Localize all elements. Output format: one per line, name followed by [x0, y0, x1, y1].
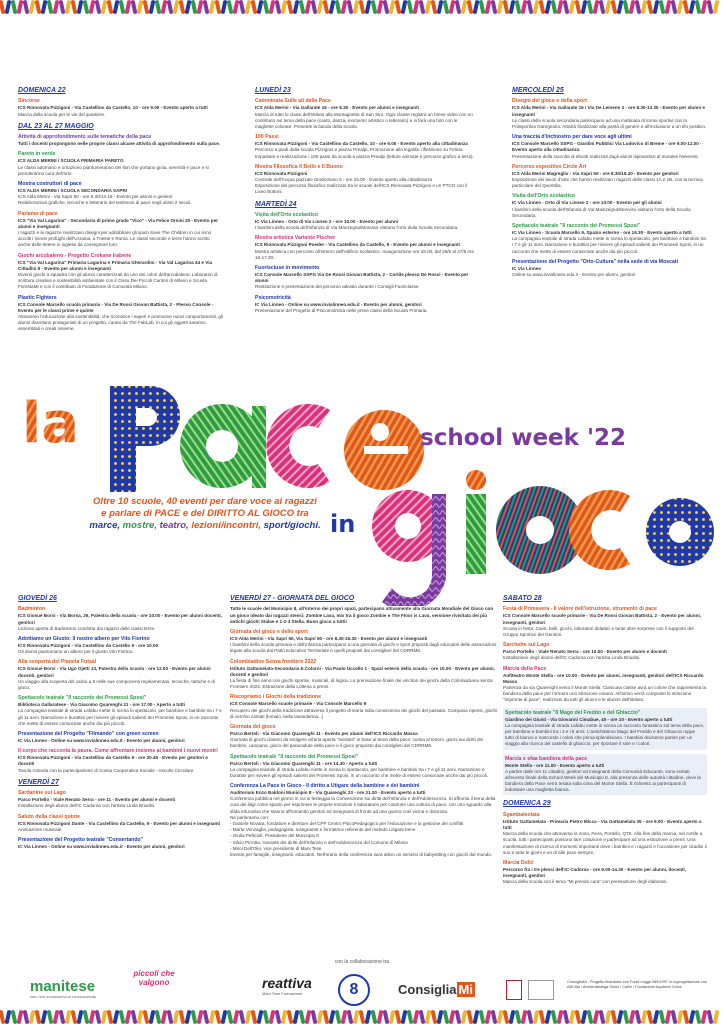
event-title: 100 Passi	[255, 134, 279, 141]
event-location: ICS "Via Val Lagarina" - Secondaria di primo grado "Vico" - Via Felice Orsini 25 - Evento per alunni e insegnanti	[18, 217, 218, 229]
event-description: Tavola rotonda con la partecipazione di Coesa Cooperativa Sociale - Ascolto Circolare.	[18, 767, 195, 773]
footer-collab-label: con la collaborazione tra	[334, 959, 390, 965]
event-item	[503, 666, 707, 704]
column-2-bottom	[230, 594, 498, 862]
event-location: ICS Alda Merini - Via Sapri 50, Via Sapri 50 - ore 8.30-16.30 - Evento per alunni e insegnanti	[230, 636, 428, 642]
event-item	[18, 181, 223, 207]
event-location: IC Via Linneo - Online su www.invialinneo.edu.it - Evento per alunni, genitori	[18, 843, 185, 849]
event-description: I bambini della scuola primaria e dell'infanzia partecipano a una giornata di giochi e sport proposti dagli educatori delle associazioni legate alla scuola dal Patto Educativo Territoriale e quelli proposti dai consiglieri del CDRRM8.	[230, 642, 497, 654]
event-location: ICS Giosuè Borsi - Via Ugo Ojetti 13, Palestra della scuola - ore 12.00 - Evento per alunni docenti, genitori	[18, 666, 211, 678]
event-location: Parco Portello - Viale Renato Serra - ore 10.00 - Evento per alunni e docenti	[503, 649, 667, 655]
event-title: Giochi arcobaleno - Progetto Crokane Irabene	[18, 252, 132, 259]
event-title: Festa di Primavera - Il valore dell'istruzione, strumento di pace	[503, 606, 658, 613]
event-description: Esposizione del percorso filosofico realizzato tra le scuole dell'ICS Rinnovata Pizzigoni e un PTCO con il Liceo Bottoni.	[255, 183, 468, 195]
date-heading: MERCOLEDÌ 25	[512, 87, 564, 94]
event-description: Attraverso l'educazione alla sostenibilità, che riconosce i saperi e promuove nuovi comportamenti, gli alunni diventano protagonisti di un progetto, curato da The FabLab, in cui gli oggetti saranno assemblati e creati insieme.	[18, 313, 223, 332]
event-title: Sardanine sul Lago	[18, 790, 66, 797]
event-location: Parco Bertoli - Via Giacomo Quarenghi 11 - Evento per alunni dell'ICS Riccardo Massa	[230, 730, 418, 736]
hero-letter-i	[466, 494, 486, 574]
event-location: IC Via Linneo - Scuola Marcello 9, Spazio esterno - ore 16.30 - Evento aperto a tutti	[512, 229, 692, 235]
event-title: Sarchette sul Lago	[503, 642, 550, 649]
event-location: ICS Console Marcello scuola primaria - Via De Rossi Giovan Battista, 2 - Plesso Console - Evento per le classi prime e quinte	[18, 301, 214, 313]
event-location: Istituto Gattamelata-Secondaria E.Colorni - Via Paolo Uccello 1 - Spazi esterni della scuola - ore 10.00 - Evento per alunni, docenti e genitori	[230, 665, 495, 677]
event-location: IC Via Linneo - Online su www.invialinneo.edu.it - Evento per alunni, genitori	[255, 301, 422, 307]
event-location: ICS Rinnovata Pizzigoni	[255, 170, 308, 176]
event-description: Le classi adornano e ornaziono piantumeranno dei fiori che portano gioia, serenità e pace e si prenderanno cura dell'orto.	[18, 164, 209, 176]
event-location: IC Via Linneo - Orto di Via Linneo 2 - ore 10.00 - Evento per gli alunni	[512, 200, 662, 206]
event-description: Presentazione della raccolta di ebook realizzati dagli alunni ispirandosi al murales Neverest.	[512, 153, 699, 159]
event-item	[18, 837, 223, 850]
date-heading: VENERDÌ 27 - GIORNATA DEL GIOCO	[230, 595, 355, 602]
event-location: ICS Console Marcello scuole primarie - Via De Rossi Giovan Battista, 2 - Evento per alunni, insegnanti, genitori	[503, 613, 702, 625]
logo-manitese	[30, 978, 96, 999]
subtitle-line-1: Oltre 10 scuole, 40 eventi per dare voce ai ragazzi	[93, 496, 317, 507]
event-location: ICS Rinnovata Pizzigoni Poeder - Via Castellino da Castello, 9 - Evento per alunni e insegnanti	[255, 242, 460, 248]
column-1-bottom	[18, 594, 223, 854]
event-location: ICS Rinnovata Pizzigoni - Via Castellino da Castello 9 - ore 10.00	[18, 643, 159, 649]
subtitle-line-2: e parlare di PACE e del DIRITTO AL GIOCO tra	[101, 507, 309, 519]
event-title: Spettacolo teatrale "Il racconto dei Promessi Sposi"	[512, 222, 641, 229]
event-item	[255, 295, 475, 314]
event-title: Visita dell'Orto scolastico	[512, 193, 576, 200]
event-description: La compagnia teatrale di strada Lafabu mette in scena lo spettacolo, per bambine e bambini tra i 7 e gli 11 anni. Narrazione e burattini per rivivere gli episodi salienti dei Promessi Sposi, in un racconto che mette di essere consociute anche dai più piccoli.	[18, 708, 222, 726]
event-location: ICS Console Marcello scuole primarie - Via Console Marcello 9	[230, 701, 367, 707]
event-title: Percorso espositivo Circle Art	[512, 163, 587, 170]
event-location: Parco Bertoli - Via Giacomo Quarenghi 11 - ore 14.30 - Aperto a tutti	[230, 760, 378, 766]
logo-regione-icon	[528, 980, 554, 1000]
date-heading: GIOVEDÌ 26	[18, 595, 57, 602]
event-description: Percorso a piedi dalla scuola Pizzigoni e piazza Prealpi. Promozione alla legalità: riflessione su Felicia Impastato e realizzazione i 100 passi da scuola a piazza Prealpi (letture animate e percorso grafico a terra).	[255, 147, 474, 159]
event-item	[503, 860, 707, 886]
event-description: Mostra artistica con percorso all'interno dell'edificio scolastico. Inaugurazione ore 18.00, dal 25/5 al 27/5 ore 16-17.30.	[255, 248, 475, 260]
event-description: La compagnia teatrale di strada Lafabu mette in scena lo spettacolo, per bambine e bambini tra i 7 e gli 11 anni. Narrazione e burattini per rivivere gli episodi salienti dei Promessi Sposi, in un racconto che mette di essere consociute anche dai più piccoli.	[512, 236, 706, 254]
event-description: - Silvio Pirrotta, Garante dei diritti dell'Infanzia e dell'Adolescenza del Comune di Milano	[230, 839, 408, 845]
event-item	[18, 814, 223, 833]
event-item	[18, 659, 223, 691]
event-item	[255, 164, 475, 196]
logo-reattiva-sub: Mani Tese Formazione	[262, 991, 303, 996]
event-description: - Giulia Pellicioli, Presidente del Municipio 8	[230, 833, 319, 839]
event-location: Monte Stella - ore 11.00 - Evento aperto a tutti	[505, 762, 605, 768]
event-description: - Marta Venzaglia, pedagogista, insegnante e formatrice referente del metodo Litigare bene	[230, 827, 416, 833]
event-title: Saluto della classi quinte	[18, 813, 80, 820]
event-title: Mostra artistica Variante Pischer	[255, 235, 336, 242]
event-description: Marcia della scuola che attraversa la zona, Fiera, Portello, QT8. Alla fine della marcia, nel cortile a scuola, tutti i partecipanti possono fare colazione e partecipare ad una estrazione a premi. Una manifestazione di ricerca di momenti importanti dove i bambini e i ragazzi e l'occasione per citadini il suo e tutte le giorni e un di alle pace sempre.	[503, 831, 707, 855]
event-description: La compagnia teatrale di strada Lafabu mette in scena un racconto fantastico sul tema della pace, per bambine e bambini tra i 3 e i 6 anni. L'antichissimo Mago del Freddo e del Ghiaccio ruppe tutto di bianco e nasconde i colori che prima splendevano. I bambini dovranno partire per un viaggio alla ricerca del castello di ghiaccio, per riportare il sole e i colori.	[505, 722, 705, 747]
column-3-top	[512, 86, 707, 282]
event-description: I ragazzi e le ragazze realizzano disegni per addobbare gli spazi Save The Children in cui sono accolti i minori profughi dell'Ucraina, a Trieste e Roma. Le classi seconde e terze hanno scritto anche delle lettere in inglese da consegnare loro.	[18, 230, 212, 248]
event-item	[18, 606, 223, 632]
event-location: ICS Rinnovata Pizzigoni - Via Castellino da Castello 9 - ore 20.45 - Evento per genitori e docenti	[18, 755, 208, 767]
event-item	[18, 253, 223, 291]
event-title: Spettacolo teatrale "Il racconto dei Promessi Sposi"	[18, 695, 147, 702]
event-location: ICS Console Marcello SSPG - Giardini Pubblici Via Ludovico di Breme - ore 9.00-12.00 - Evento aperto alla cittadinanza	[512, 141, 702, 153]
event-title: Badminton	[18, 606, 46, 613]
hero-word-in: in	[330, 510, 356, 538]
event-description: Ne parleranno con:	[230, 814, 270, 820]
date-heading: LUNEDÌ 23	[255, 87, 291, 94]
stripe	[713, 1010, 720, 1024]
event-description: Marcia della scuola per le vie del quartiere.	[18, 111, 106, 117]
subtitle-line-3	[80, 520, 330, 532]
logo-reattiva	[262, 975, 312, 996]
event-location: Istituto Gattamelata - Primaria Pietro Micca - Via Gattamelata 35 - ore 9.00 - Evento aperto a tutti	[503, 818, 702, 831]
event-item	[18, 98, 223, 117]
event-description: Rielaborazioni grafiche, tecniche e letterarie dei testimoni di pace negli ultimi 2 secoli.	[18, 200, 192, 206]
date-heading: DOMENICA 22	[18, 87, 66, 94]
event-description: La festa di fine anno con giochi sportivi, musicali, di logica. La premiazione finale dei vincitori dei giochi della Colomiaziana senza Frontiere 2022. Estrazione della Lotteria a premi.	[230, 677, 493, 690]
event-description: Conferenza pubblica nel giorno in cui si festeggia la Convenzione sui diritti dell'Infanzia e dell'Adolescenza. Si affronta il tema della cura dei litigi come spazio per esprimere le proprie emozioni e laboratorio per costruire una cultura di pace, con uno sguardo alla sfida educativa che stanno affrontando genitori ed insegnanti di fronte ad una guerra così vicina e dolorosa.	[230, 796, 496, 814]
event-item	[512, 223, 707, 255]
event-description: Marcia di tutte le classi dell'Istituto alla Montagnetta di San Siro. Ogni classe registra un breve video con un contributo sul tema della pace (canto, danza, momento artistico o letterario) e si farà una foto con le magliette colorate. Presente la banda della scuola.	[255, 111, 473, 130]
subtitle-word-sport: sport/giochi.	[263, 519, 321, 531]
event-description: Installazione degli alunni dell'IC Cadorna con l'artista Linda Briudisi.	[503, 655, 641, 661]
event-title: Sincorse	[18, 98, 40, 105]
event-title: Camminata Sulle ali della Pace	[255, 98, 331, 105]
event-item	[230, 629, 498, 655]
event-title: Mostra costruttori di pace	[18, 181, 82, 188]
event-description: Marcia della scuola con il tema "Mi prendo cura" con premiazione degli elaborati.	[503, 879, 668, 885]
event-item	[18, 295, 223, 333]
event-location: ICS Rinnovata Pizzigoni Dante - Via Castellino da Castello, 9 - Evento per alunni e insegnanti	[18, 820, 221, 826]
event-location: Auditorium Enzo Baldoni Municipio 8 - Via Quarenghi 23 - ore 21.00 - Evento aperto a tutti	[230, 790, 426, 796]
event-title: Presentazione del Progetto "Orto-Cultura" nella sede di via Moscati	[512, 258, 679, 265]
event-item	[512, 164, 707, 190]
hero-subtitle	[80, 496, 330, 532]
event-item	[255, 134, 475, 160]
event-title: Spettacolo teatrale "Il Mago del Freddo e del Ghiaccio"	[505, 709, 641, 716]
event-description: Diversi giochi a squadra con gli alunni caratterizzati da uno dei colori dell'arcobaleno. Laboratori di scrittura creativa e sostenibilità ambientale con il Cisso Dei Piccoli Cantori di Milano e Scuola ForestaMI e con il contributo di Fondazione di Comunità Milano.	[18, 271, 218, 290]
event-description: A partire dalle ore 11 cittadini, genitori ed insegnanti della Comunità Educante, sono invitati all'evento finale della School Week del Municipio 8, alla presenza delle autorità cittadine, dove la bandiera della Pace verrà tesata sulla cima del Monte Stella. È richiesto ai partecipanti di indossare una maglietta bianca.	[505, 768, 701, 793]
event-location: ICS ALDA MERINI / SCUOLA SECONDARIA SAPRI	[18, 188, 128, 194]
logo-municipio-8: 8	[338, 974, 370, 1006]
event-description: I bambini della scuola dell'Infanzia di Via Mainzegna/Monviso visitano l'orto della Scuola Secondaria.	[512, 206, 691, 218]
event-location: ICS "Via Val Lagarina" Primaria Lagarina e Primaria Gherardini - Via Val Lagarina 44 e Via Cittadini 9 - Evento per alunni e insegnanti	[18, 259, 213, 271]
event-item	[255, 265, 475, 291]
event-description: - Daniele Novara, fondatore e direttore del CPP Centro PsicoPedagogico per l'educazione e la gestione dei conflitti	[230, 821, 464, 827]
column-1-top	[18, 86, 223, 336]
event-location: Percorso fra i tre plessi dell'IC Cadorna - ore 9.00-14.30 - Evento per alunni, docenti, insegnanti, genitori	[503, 867, 687, 879]
event-item	[230, 754, 498, 780]
event-item	[230, 606, 498, 625]
event-description: Lezione aperta di Badminton condotta dai ragazzi delle classi terze.	[18, 625, 156, 631]
logo-manitese-sub: ORG. NON GOVERNATIVA DI COOPERAZIONE	[30, 995, 96, 999]
stripe	[713, 0, 720, 14]
event-location: Tutti i docenti propongono nelle proprie classi alcune attività di approfondimento sulla pace.	[18, 141, 221, 147]
event-item	[18, 636, 223, 655]
event-title: Adottiamo un Giusto: il nostro albero per Vito Fiorino	[18, 636, 150, 643]
event-item	[255, 98, 475, 130]
column-3-bottom	[503, 594, 707, 890]
event-location: Tutte le scuole del Municipio 8, all'interno dei propri spazi, partecipano attivamente alla Giornata Mondiale del Gioco con un gioco ideato dai ragazzi stessi: Zombie Lava, mix tra il gioco Zombie e The Floor is Lava, versione rivisitata dei più antichi giochi Stalae e 1-2-3 Stella. Buon gioco a tutti!	[230, 606, 494, 624]
event-description: Un viaggio alla scoperta del calcio a 5 nelle sue componenti regolamentari, tecniche, tattiche e di gioco.	[18, 678, 215, 690]
hero-word-la: la	[22, 391, 79, 456]
event-location: Parco Portello - Viale Renato Serra - ore 11 - Evento per alunni e docenti	[18, 797, 176, 803]
event-location: IC Via Linneo	[512, 265, 542, 271]
event-title: Pariamo di pace	[18, 210, 58, 217]
event-title: Presentazione del Progetto teatrale "Consertando"	[18, 836, 144, 843]
hero-letter-c2	[569, 490, 630, 570]
hero-art	[0, 376, 724, 606]
event-description: I bambini della scuola dell'Infanzia di Via Manzegna/Monviso visitano l'orto della Scuola Secondaria.	[255, 225, 459, 231]
event-item	[512, 98, 707, 130]
event-location: IC Via Linneo - Online su www.invialinneo.edu.it - Evento per alunni, genitori	[18, 737, 185, 743]
subtitle-word-marce: marce,	[89, 519, 121, 531]
event-title: Pareto in verde	[18, 151, 56, 158]
event-item	[512, 134, 707, 160]
event-description: Partenza da via Quarenghi verso il Monte Stella. Ciascuna classe avrà un colore che rappresenta la bandiera della pace per formare uno striscione umano. All'arrivo verrà composto lo striscione "impronte di pace", realizzato da tutti gli alunni e le alunne dell'istituto.	[503, 684, 707, 703]
event-title: Il corpo che racconta la paura. Come affrontare insieme ai bambini i nuovi mostri	[18, 748, 218, 755]
event-description: Le classi della scuola secondaria partecipano ad una mattinata di tornei sportivi con la Polisportiva Garegnano. Attività finalizzate alla parità di genere e all'inclusione a un tifo positivo.	[512, 117, 707, 130]
event-location: ICS Console Marcello SSPG Via De Rossi Giovan Battista, 2 - Cortile plesso De Rossi - Evento per alunni	[255, 271, 469, 284]
event-item	[503, 708, 707, 750]
event-description: La compagnia teatrale di strada Lafabu mette in scena lo spettacolo, per bambine e bambini tra i 7 e gli 11 anni. Narrazione e burattini per rivivere gli episodi salienti dei Promessi Sposi, in un racconto che mette di essere consociute anche dai più piccoli.	[230, 766, 489, 778]
date-heading: MARTEDÌ 24	[255, 200, 297, 208]
event-title: Attività di approfondimento sulle tematiche della pace	[18, 134, 152, 141]
event-title: Fuorisciuse in movimento	[255, 264, 320, 271]
event-title: Marcia Dolci	[503, 860, 534, 867]
event-title: Mostra Filosofica Il Bello e Il Buono	[255, 163, 343, 170]
event-title: Plastic Fighters	[18, 294, 57, 301]
hero-letter-c	[266, 404, 330, 488]
event-description: Scuola in festa: Canti, balli, giochi, laboratori didattici e tante altre sorprese con il supporto del Gruppo Sportivo dei Genitori.	[503, 625, 694, 638]
subtitle-word-mostre: mostre,	[122, 519, 157, 531]
event-item	[503, 754, 707, 796]
event-item	[512, 259, 707, 278]
hero-letter-p	[110, 386, 180, 492]
event-description: - Mirol Dell'Olio, vice presidente di Mani Tese	[230, 845, 322, 851]
event-title: Giornata del gioco	[230, 723, 276, 730]
event-item	[230, 724, 498, 750]
event-location: ICS Rinnovata Pizzigoni - Via Castellino da Castello, 10 - ore 9.00 - Evento aperto a tutti	[18, 105, 208, 111]
event-title: Alla scoperta del Pianeta Futsal	[18, 659, 97, 666]
event-location: ICS Alda Merini - Via Gallarate 15 / Via De Lemene 3 - ore 8.30-13.30 - Evento per alunni e insegnanti	[512, 105, 705, 117]
event-title: Visita dell'Orto scolastico	[255, 211, 319, 218]
event-item	[230, 694, 498, 720]
event-title: Marcia e sfaa bandiera della pace	[505, 755, 588, 762]
logo-consiglia-mi: Mi	[458, 982, 473, 997]
event-title: Presentazione del Progetto "Filmando" con green screen	[18, 730, 159, 737]
event-description: Evento per famiglie, insegnanti, educatori. Nell'orario della conferenza sarà attivo un servizio di babysitting con giochi dal mondo.	[230, 851, 493, 857]
event-item	[18, 790, 223, 809]
event-description: Online su www.invialinneo.edu.it - Evento per alunni, genitori	[512, 271, 636, 277]
event-title: Colombiadine Senza frontiere 2022	[230, 658, 317, 665]
school-week-title: school week '22	[420, 425, 626, 451]
event-item	[18, 695, 223, 727]
bottom-stripes-decoration	[0, 1010, 724, 1024]
logo-consiglia-text: Consiglia	[398, 982, 457, 997]
event-item	[255, 212, 475, 231]
event-description: Gli alunni piantumano un albero per il giusto Vito Fiorino.	[18, 649, 134, 655]
subtitle-word-teatro: teatro,	[159, 519, 189, 531]
hero-banner	[0, 376, 724, 606]
event-title: Sgambaleolata	[503, 811, 540, 818]
event-location: Giardino dei Giusti - Via Giovanni Cimabue, 40 - ore 10 - Evento aperto a tutti	[505, 716, 673, 722]
event-item	[230, 659, 498, 691]
logo-reattiva-text: reattiva	[262, 975, 312, 991]
event-item	[503, 642, 707, 661]
event-location: ICS Alda Merini - Via Gallarate 15 - ore 8.30 - Evento per alunni e insegnanti	[255, 105, 419, 111]
logo-comune-milano-icon	[506, 980, 522, 1000]
event-item	[18, 151, 223, 177]
event-description: Esposizione dei lavori d'arte che hanno realizzato i ragazzi delle classi 1A e 1B, con la tecnica particolare del Quentika.	[512, 176, 703, 189]
event-location: ICS ALDA MERINI / SCUOLA PRIMARIA PARETO	[18, 158, 124, 164]
subtitle-word-lezioni: lezioni/incontri,	[191, 519, 261, 531]
logo-consigliami	[398, 982, 475, 997]
event-item	[512, 193, 707, 219]
event-title: Una traccia d'inchiostro per dare voce agli ultimi	[512, 134, 632, 141]
logo-manitese-text: manitese	[30, 978, 96, 995]
event-item	[18, 211, 223, 249]
event-item	[503, 606, 707, 638]
event-location: ICS Giosuè Borsi - Via Borsa, 26, Palestra della scuola - ore 10.00 - Evento per alunni docenti, genitori	[18, 613, 222, 625]
event-item	[18, 748, 223, 774]
event-item	[18, 134, 223, 147]
footer-credits: ConsigliaMi - Progetto finanziato con Fondi Legge 285/1997 in coprogettazione con ABCitta / Ambientestega Onlus / Calim / Fondazione Aquilone Onlus	[567, 980, 708, 990]
date-heading: DAL 23 AL 27 MAGGIO	[18, 122, 94, 130]
event-location: Anfiteatro Monte Stella - ore 10.00 - Evento per alunni, insegnanti, genitori dell'ICS Riccardo Massa	[503, 672, 704, 684]
event-description: ICS Alda Merini - Via Sapri 50 - ore 8.30/13.15 - Evento per alunni e genitori	[18, 194, 173, 200]
date-heading: SABATO 28	[503, 595, 542, 602]
logo-piccoli: piccoli che valgono	[133, 969, 175, 987]
event-title: Spettacolo teatrale "Il racconto dei Promessi Sposi"	[230, 753, 359, 760]
top-stripes-decoration	[0, 0, 724, 14]
date-heading: VENERDÌ 27	[18, 778, 59, 786]
event-location: ICS Rinnovata Pizzigoni - Via Castellino da Castello, 10 - ore 9.00 - Evento aperto alla cittadinanza	[255, 141, 468, 147]
event-description: Animazione musicale.	[18, 826, 63, 832]
event-description: Restituzione e presentazione del percorso attivato durante i Consigli Fuoriclasse.	[255, 284, 420, 290]
event-title: Psicomotricità	[255, 294, 291, 301]
date-heading: DOMENICA 29	[503, 800, 551, 808]
event-title: Marcia della Pace	[503, 665, 547, 672]
event-title: Disegni del gioco e della sport	[512, 98, 587, 105]
event-location: ICS Alda Merini Magreglio - Via Sapri 50 - ore 8.30/16.30 - Evento per genitori	[512, 170, 679, 176]
event-title: Conferenza La Pace in Gioco - Il diritto a Utigare della bambine e dei bambini	[230, 783, 420, 790]
event-item	[255, 235, 475, 261]
event-location: Biblioteca Gallaratese - Via Giacomo Quarenghi 21 - ore 17.00 - Aperto a tutti	[18, 702, 185, 708]
event-item	[18, 731, 223, 744]
event-description: Presentazione del Progetto di Psicomotricità nelle prime classi della Scuola Primaria.	[255, 307, 428, 313]
event-item	[230, 783, 498, 858]
event-description: Installazione degli alunni dell'IC Cadorna con l'artista Linda Briudisi.	[18, 803, 156, 809]
event-location: IC Via Linneo - Orto di Via Linneo 2 - ore 10.00 - Evento per alunni	[255, 219, 399, 224]
event-description: Recupero dei giochi della tradizione attraverso il progetto di storia sulla conoscenza dei giochi del passato. Campana ripensi, giochi di cerchio cantati (lomaio, bella lavanderina...)	[230, 707, 498, 719]
event-item	[503, 812, 707, 856]
event-description: Centrale dell'Acqua piazzale Diocleziano 5 - ore 15.00 - Evento aperto alla cittadinanza	[255, 176, 433, 182]
event-title: Riscopriamo i Giochi della tradizione	[230, 694, 322, 701]
event-description: Giornata di giochi classici da svolgere all'aria aperta "rivisitati" in base al tema della pace: corsia al tesoro, giorni sui diritti dei bambini, campana, gioco del paracadute della pace e il gioco proposto dai consiglieri del CDRRM8.	[230, 737, 484, 749]
column-2-top	[255, 86, 475, 318]
event-title: Giornata del gioco e dello sport	[230, 629, 308, 635]
